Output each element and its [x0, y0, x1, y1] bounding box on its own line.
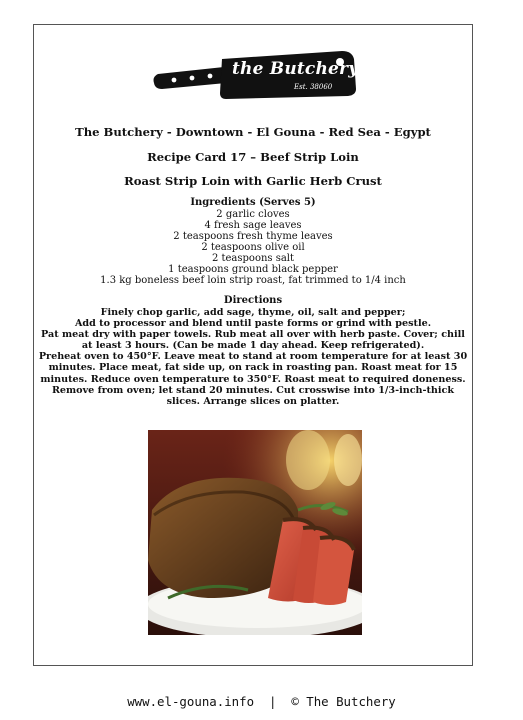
ingredient-item: 1.3 kg boneless beef loin strip roast, fat trimmed to 1/4 inch: [100, 275, 406, 286]
direction-line: slices. Arrange slices on platter.: [166, 395, 340, 407]
ingredient-item: 2 teaspoons fresh thyme leaves: [173, 231, 333, 242]
ingredient-item: 2 garlic cloves: [216, 209, 290, 220]
direction-line: Finely chop garlic, add sage, thyme, oil, salt and pepper;: [100, 307, 406, 318]
ingredient-item: 2 teaspoons salt: [211, 253, 295, 264]
direction-line: Pat meat dry with paper towels. Rub meat all over with herb paste. Cover; chill: [41, 329, 465, 341]
logo-established: Est. 38060: [294, 83, 333, 91]
ingredient-item: 4 fresh sage leaves: [204, 220, 302, 231]
directions-text: [34, 307, 472, 407]
direction-line: minutes. Reduce oven temperature to 350°F. Roast meat to required doneness.: [40, 373, 466, 385]
direction-line: Remove from oven; let stand 20 minutes. Cut crosswise into 1/3-inch-thick: [51, 384, 455, 396]
logo-name: the Butchery: [232, 59, 359, 79]
recipe-title: Roast Strip Loin with Garlic Herb Crust: [124, 174, 382, 188]
location-heading: The Butchery - Downtown - El Gouna - Red Sea - Egypt: [75, 125, 431, 139]
direction-line: Preheat oven to 450°F. Leave meat to stand at room temperature for at least 30: [38, 351, 468, 363]
ingredients-title: Ingredients (Serves 5): [190, 197, 316, 208]
directions-title: Directions: [223, 295, 283, 306]
direction-line: at least 3 hours. (Can be made 1 day ahead. Keep refrigerated).: [81, 340, 425, 352]
recipe-card: [33, 24, 473, 666]
direction-line: Add to processor and blend until paste forms or grind with pestle.: [74, 318, 432, 330]
butchery-logo: [152, 49, 358, 101]
ingredient-item: 2 teaspoons olive oil: [201, 242, 305, 253]
direction-line: minutes. Place meat, fat side up, on rack in roasting pan. Roast meat for 15: [48, 362, 458, 374]
ingredient-item: 1 teaspoons ground black pepper: [168, 264, 338, 275]
ingredients-list: [34, 209, 472, 286]
recipe-card-number: Recipe Card 17 – Beef Strip Loin: [147, 150, 359, 164]
footer-credit: www.el-gouna.info | © The Butchery: [127, 694, 396, 709]
roast-beef-photo: [148, 430, 362, 635]
